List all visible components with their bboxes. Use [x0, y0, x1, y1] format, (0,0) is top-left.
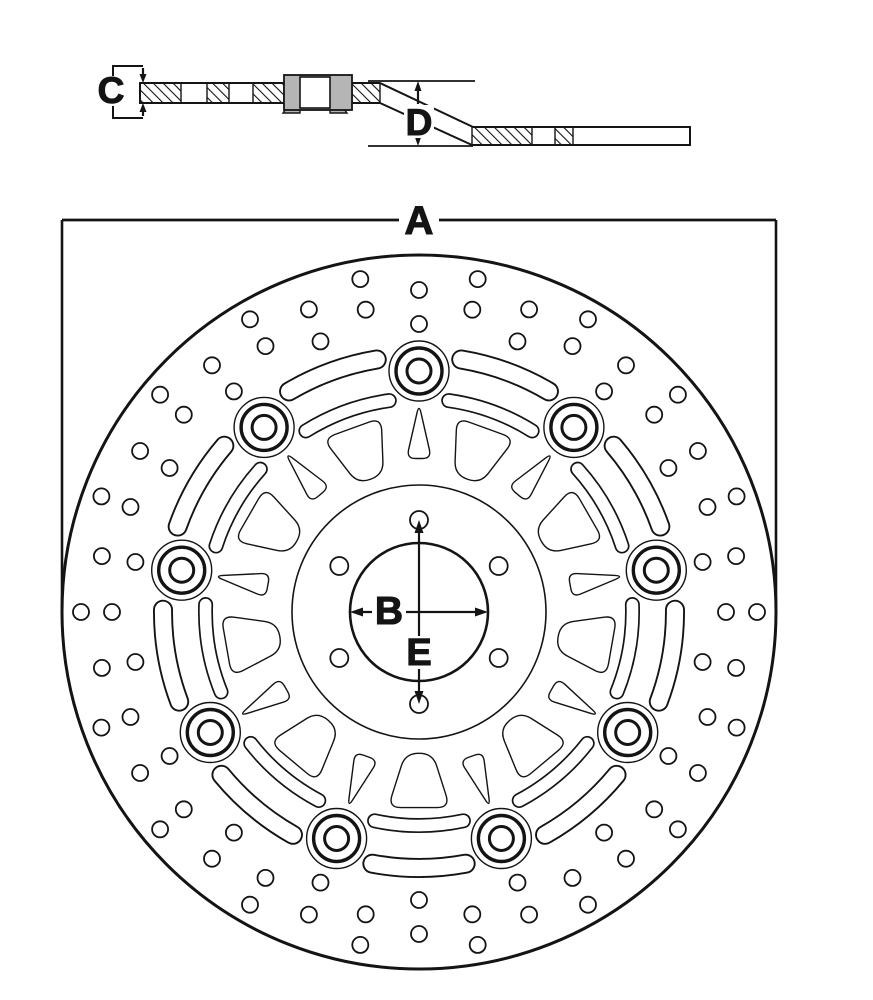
friction-hole	[358, 906, 374, 922]
spoke-cutout	[538, 493, 599, 551]
friction-hole	[104, 604, 120, 620]
friction-hole	[123, 499, 139, 515]
friction-hole	[226, 825, 242, 841]
friction-hole	[94, 660, 110, 676]
friction-hole	[73, 604, 89, 620]
friction-hole	[729, 488, 745, 504]
lower-band-hatching	[472, 127, 573, 145]
friction-hole	[728, 548, 744, 564]
friction-hole	[204, 357, 220, 373]
wedge-cutout	[243, 682, 290, 715]
spoke-cutout	[455, 421, 510, 481]
friction-hole	[226, 383, 242, 399]
friction-hole	[618, 357, 634, 373]
friction-hole	[521, 907, 537, 923]
friction-hole	[596, 383, 612, 399]
friction-hole	[695, 554, 711, 570]
friction-hole	[411, 892, 427, 908]
friction-hole	[242, 897, 258, 913]
disc-section-hatched-segment	[555, 127, 573, 145]
cross-section-view	[96, 66, 690, 146]
friction-hole	[521, 301, 537, 317]
friction-hole	[464, 302, 480, 318]
rivet-center-hole	[325, 827, 349, 851]
friction-hole	[670, 821, 686, 837]
friction-hole	[258, 870, 274, 886]
friction-hole	[352, 937, 368, 953]
wedge-cutout	[549, 682, 596, 715]
rivet-pin	[300, 77, 330, 108]
section-rivet	[283, 75, 352, 113]
friction-hole	[162, 460, 178, 476]
friction-hole	[93, 488, 109, 504]
wedge-cutout	[349, 754, 375, 803]
spoke-cutout	[558, 617, 615, 672]
friction-hole	[176, 801, 192, 817]
friction-hole	[565, 338, 581, 354]
friction-hole	[690, 443, 706, 459]
bolt-hole	[330, 649, 348, 667]
friction-hole	[700, 709, 716, 725]
friction-hole	[565, 870, 581, 886]
bolt-hole	[490, 649, 508, 667]
friction-hole	[411, 926, 427, 942]
disc-section-hatched-segment	[140, 83, 181, 103]
dimension-label-a: A	[404, 199, 434, 243]
friction-hole	[580, 897, 596, 913]
spoke-cutout	[391, 753, 447, 807]
rivet-center-hole	[562, 415, 586, 439]
friction-hole	[700, 499, 716, 515]
bolt-hole	[330, 557, 348, 575]
friction-hole	[695, 654, 711, 670]
wedge-cutout	[408, 408, 430, 458]
friction-hole	[162, 748, 178, 764]
rivet-center-hole	[489, 827, 513, 851]
friction-hole	[152, 821, 168, 837]
rivet-center-hole	[170, 558, 194, 582]
friction-hole	[132, 765, 148, 781]
disc-section-hatched-segment	[472, 127, 532, 145]
rivet-center-hole	[407, 359, 431, 383]
friction-hole	[242, 311, 258, 327]
rivet-center-hole	[616, 721, 640, 745]
friction-hole	[646, 407, 662, 423]
friction-hole	[313, 333, 329, 349]
friction-hole	[411, 282, 427, 298]
friction-hole	[718, 604, 734, 620]
wedge-cutout	[463, 754, 489, 803]
friction-hole	[660, 460, 676, 476]
wedge-cutout	[569, 574, 619, 595]
friction-hole	[646, 801, 662, 817]
rivet-center-hole	[252, 415, 276, 439]
friction-hole	[301, 301, 317, 317]
friction-hole	[176, 407, 192, 423]
friction-hole	[470, 937, 486, 953]
friction-hole	[358, 302, 374, 318]
friction-hole	[596, 825, 612, 841]
dimension-c	[96, 66, 147, 118]
spoke-cutout	[238, 493, 299, 551]
wedge-cutout	[288, 456, 326, 499]
disc-section-hatched-segment	[253, 83, 284, 103]
front-view	[62, 199, 776, 969]
spoke-cutout	[328, 421, 383, 481]
friction-hole	[258, 338, 274, 354]
dimension-label-b: B	[374, 590, 404, 633]
friction-hole	[301, 907, 317, 923]
dimension-d	[368, 81, 475, 146]
friction-hole	[313, 875, 329, 891]
friction-hole	[94, 548, 110, 564]
disc-section-hatched-segment	[207, 83, 229, 103]
friction-hole	[510, 333, 526, 349]
wedge-cutout	[512, 456, 550, 499]
friction-hole	[470, 271, 486, 287]
friction-hole	[670, 387, 686, 403]
wedge-cutout	[218, 574, 268, 595]
friction-hole	[580, 311, 596, 327]
friction-hole	[127, 554, 143, 570]
friction-hole	[660, 748, 676, 764]
friction-hole	[152, 387, 168, 403]
rivet-center-hole	[198, 721, 222, 745]
friction-hole	[127, 654, 143, 670]
friction-hole	[749, 604, 765, 620]
disc-section-hatched-segment	[352, 83, 380, 103]
spoke-cutout	[223, 617, 280, 672]
dimension-label-d: D	[405, 102, 433, 143]
friction-hole	[204, 851, 220, 867]
friction-hole	[132, 443, 148, 459]
friction-hole	[690, 765, 706, 781]
friction-hole	[411, 316, 427, 332]
friction-hole	[510, 875, 526, 891]
friction-hole	[123, 709, 139, 725]
rivet-center-hole	[644, 558, 668, 582]
dimension-label-c: C	[97, 70, 125, 111]
friction-hole	[93, 720, 109, 736]
bolt-hole	[490, 557, 508, 575]
friction-hole	[729, 720, 745, 736]
friction-hole	[728, 660, 744, 676]
friction-hole	[352, 271, 368, 287]
dimension-label-e: E	[406, 632, 432, 674]
friction-hole	[464, 906, 480, 922]
friction-hole	[618, 851, 634, 867]
